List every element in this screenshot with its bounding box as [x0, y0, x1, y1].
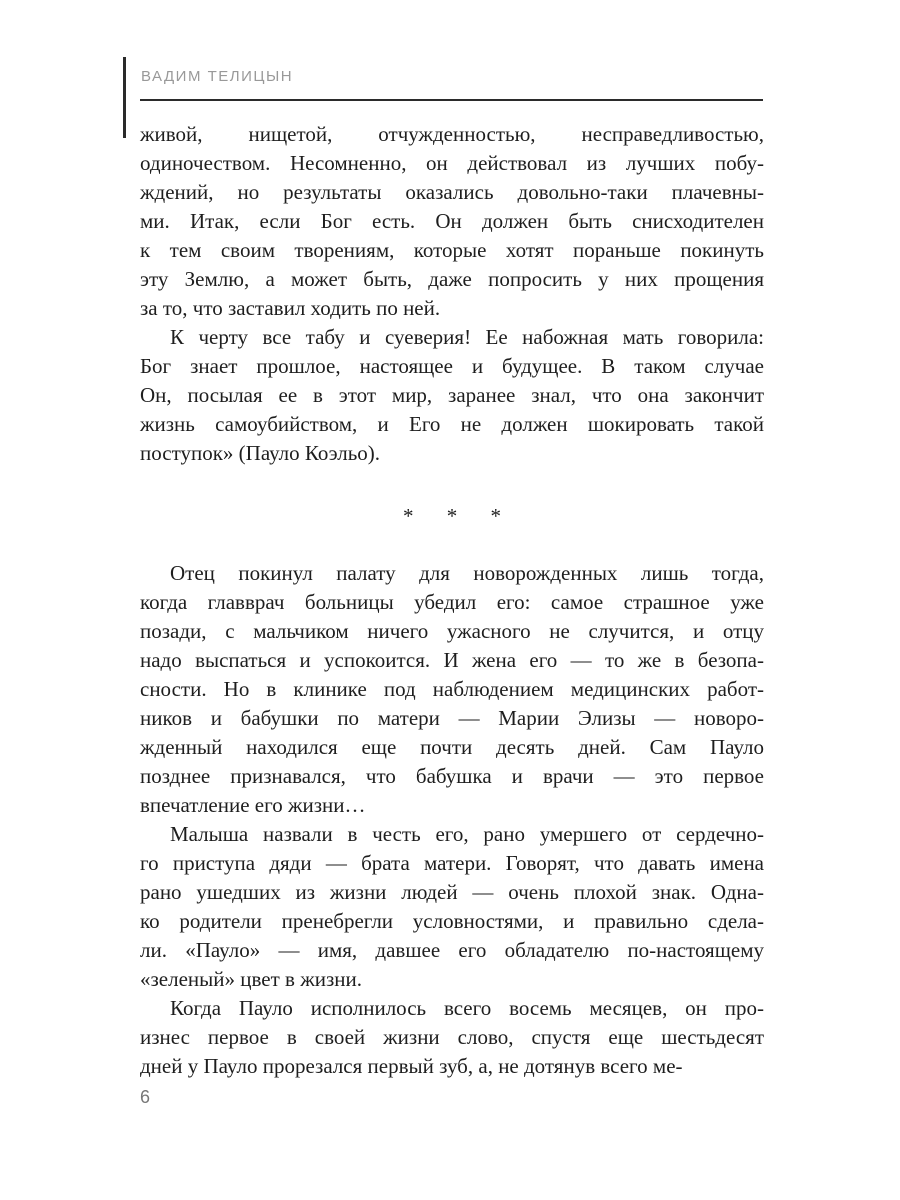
text-line: жизнь самоубийством, и Его не должен шокировать такой [140, 412, 764, 436]
header-rule [140, 99, 763, 101]
paragraph [140, 323, 764, 468]
text-line: эту Землю, а может быть, даже попросить у них прощения [140, 267, 764, 291]
text-line: ли. «Пауло» — имя, давшее его обладателю по-настоящему [140, 938, 764, 962]
text-line: «зеленый» цвет в жизни. [140, 967, 362, 991]
text-line: жденный находился еще почти десять дней. Сам Пауло [140, 735, 764, 759]
text-line: изнес первое в своей жизни слово, спустя еще шестьдесят [140, 1025, 764, 1049]
text-line: поступок» (Пауло Коэльо). [140, 441, 381, 465]
text-line: за то, что заставил ходить по ней. [140, 296, 441, 320]
text-line: Бог знает прошлое, настоящее и будущее. В таком случае [140, 354, 764, 378]
text-line: го приступа дяди — брата матери. Говорят, что давать имена [140, 851, 764, 875]
page-number: 6 [140, 1087, 151, 1107]
paragraph [140, 559, 764, 820]
text-line: ко родители пренебрегли условностями, и правильно сдела- [140, 909, 764, 933]
text-line: Малыша назвали в честь его, рано умершего от сердечно- [170, 822, 764, 846]
text-line: живой, нищетой, отчужденностью, несправедливостью, [140, 122, 764, 146]
text-line: впечатление его жизни… [140, 793, 366, 817]
section-divider: * * * [403, 504, 515, 528]
paragraph [140, 820, 764, 994]
text-line: дней у Пауло прорезался первый зуб, а, не дотянув всего ме- [140, 1054, 683, 1078]
text-line: когда главврач больницы убедил его: самое страшное уже [140, 590, 764, 614]
text-line: рано ушедших из жизни людей — очень плохой знак. Одна- [140, 880, 764, 904]
running-header-author: ВАДИМ ТЕЛИЦЫН [141, 68, 294, 85]
text-line: К черту все табу и суеверия! Ее набожная мать говорила: [170, 325, 764, 349]
text-line: позади, с мальчиком ничего ужасного не случится, и отцу [140, 619, 764, 643]
text-line: Отец покинул палату для новорожденных лишь тогда, [170, 561, 764, 585]
text-line: надо выспаться и успокоится. И жена его — то же в безопа- [140, 648, 764, 672]
header-accent-bar [123, 57, 126, 138]
text-line: одиночеством. Несомненно, он действовал из лучших побу- [140, 151, 764, 175]
text-line: ников и бабушки по матери — Марии Элизы — новоро- [140, 706, 764, 730]
paragraph [140, 994, 764, 1081]
text-line: к тем своим творениям, которые хотят пораньше покинуть [140, 238, 764, 262]
text-line: Когда Пауло исполнилось всего восемь месяцев, он про- [170, 996, 764, 1020]
text-line: позднее признавался, что бабушка и врачи — это первое [140, 764, 764, 788]
paragraph [140, 120, 764, 323]
text-line: ми. Итак, если Бог есть. Он должен быть снисходителен [140, 209, 764, 233]
text-line: ждений, но результаты оказались довольно-таки плачевны- [140, 180, 764, 204]
text-line: Он, посылая ее в этот мир, заранее знал, что она закончит [140, 383, 764, 407]
text-block [140, 120, 764, 1081]
text-line: сности. Но в клинике под наблюдением медицинских работ- [140, 677, 764, 701]
